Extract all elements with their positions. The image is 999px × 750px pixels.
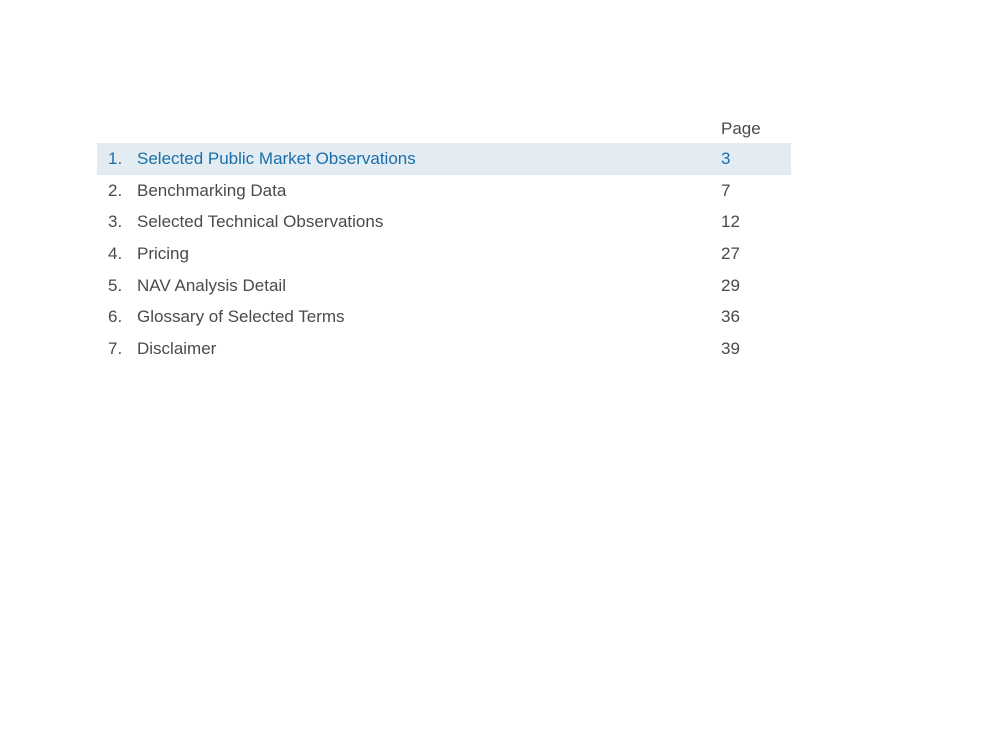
toc-item-page: 7 xyxy=(721,180,731,200)
toc-item-title: Glossary of Selected Terms xyxy=(137,307,345,327)
toc-header xyxy=(97,112,791,143)
toc-item-selected-technical-observations[interactable] xyxy=(97,206,791,238)
toc-item-glossary-of-selected-terms[interactable] xyxy=(97,301,791,333)
table-of-contents xyxy=(97,112,791,365)
toc-item-number: 6. xyxy=(108,307,123,327)
toc-item-page: 3 xyxy=(721,149,731,168)
page-column-header: Page xyxy=(721,119,761,138)
toc-item-disclaimer[interactable] xyxy=(97,333,791,365)
toc-item-benchmarking-data[interactable] xyxy=(97,175,791,207)
toc-item-title: Benchmarking Data xyxy=(137,180,287,200)
toc-item-number: 7. xyxy=(108,339,123,359)
toc-item-page: 12 xyxy=(721,212,740,232)
toc-item-page: 27 xyxy=(721,244,740,264)
toc-item-number: 2. xyxy=(108,180,123,200)
toc-item-page: 39 xyxy=(721,339,740,359)
toc-item-title: Disclaimer xyxy=(137,339,217,359)
toc-item-selected-public-market-observations[interactable] xyxy=(97,143,791,175)
toc-item-pricing[interactable] xyxy=(97,238,791,270)
toc-item-number: 4. xyxy=(108,244,123,264)
toc-item-number: 1. xyxy=(108,149,123,168)
toc-item-nav-analysis-detail[interactable] xyxy=(97,270,791,302)
toc-item-title: Selected Public Market Observations xyxy=(137,149,416,168)
toc-item-page: 29 xyxy=(721,275,740,295)
toc-item-number: 5. xyxy=(108,275,123,295)
toc-item-page: 36 xyxy=(721,307,740,327)
toc-item-title: Selected Technical Observations xyxy=(137,212,384,232)
toc-item-title: NAV Analysis Detail xyxy=(137,275,286,295)
toc-item-title: Pricing xyxy=(137,244,189,264)
toc-item-number: 3. xyxy=(108,212,123,232)
